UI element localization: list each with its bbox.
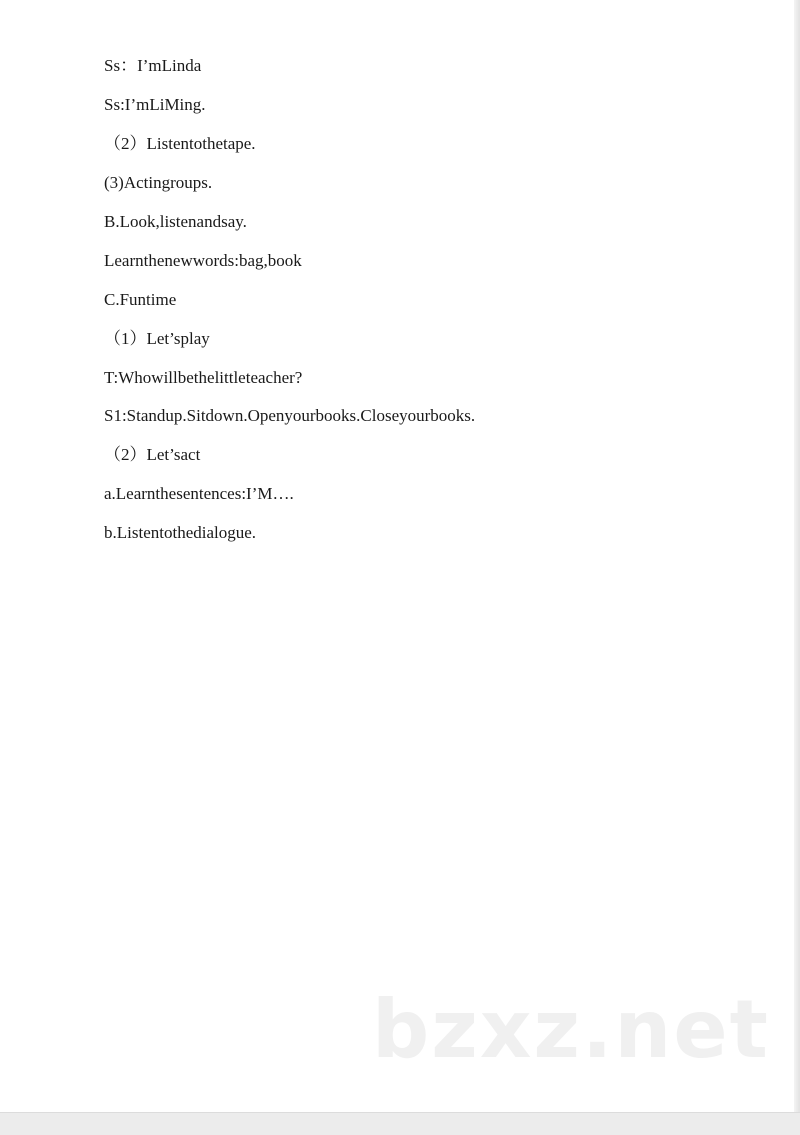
page-bottom-border (0, 1112, 800, 1135)
text-line: Ss：I’mLinda (104, 56, 202, 75)
text-line: （2）Listentothetape. (104, 134, 256, 153)
text-line: B.Look,listenandsay. (104, 212, 247, 231)
text-line: T:Whowillbethelittleteacher? (104, 368, 303, 387)
text-line: b.Listentothedialogue. (104, 523, 257, 542)
text-line: Ss:I’mLiMing. (104, 95, 206, 114)
text-line: (3)Actingroups. (104, 173, 213, 192)
text-line: （2）Let’sact (104, 445, 201, 464)
watermark: bzxz.net (372, 983, 770, 1076)
text-line: C.Funtime (104, 290, 177, 309)
text-line: a.Learnthesentences:I’M…. (104, 484, 294, 503)
text-line: （1）Let’splay (104, 329, 210, 348)
text-line: Learnthenewwords:bag,book (104, 251, 302, 270)
page-edge-shadow (794, 0, 800, 1112)
text-line: S1:Standup.Sitdown.Openyourbooks.Closeyourbooks. (104, 406, 476, 425)
